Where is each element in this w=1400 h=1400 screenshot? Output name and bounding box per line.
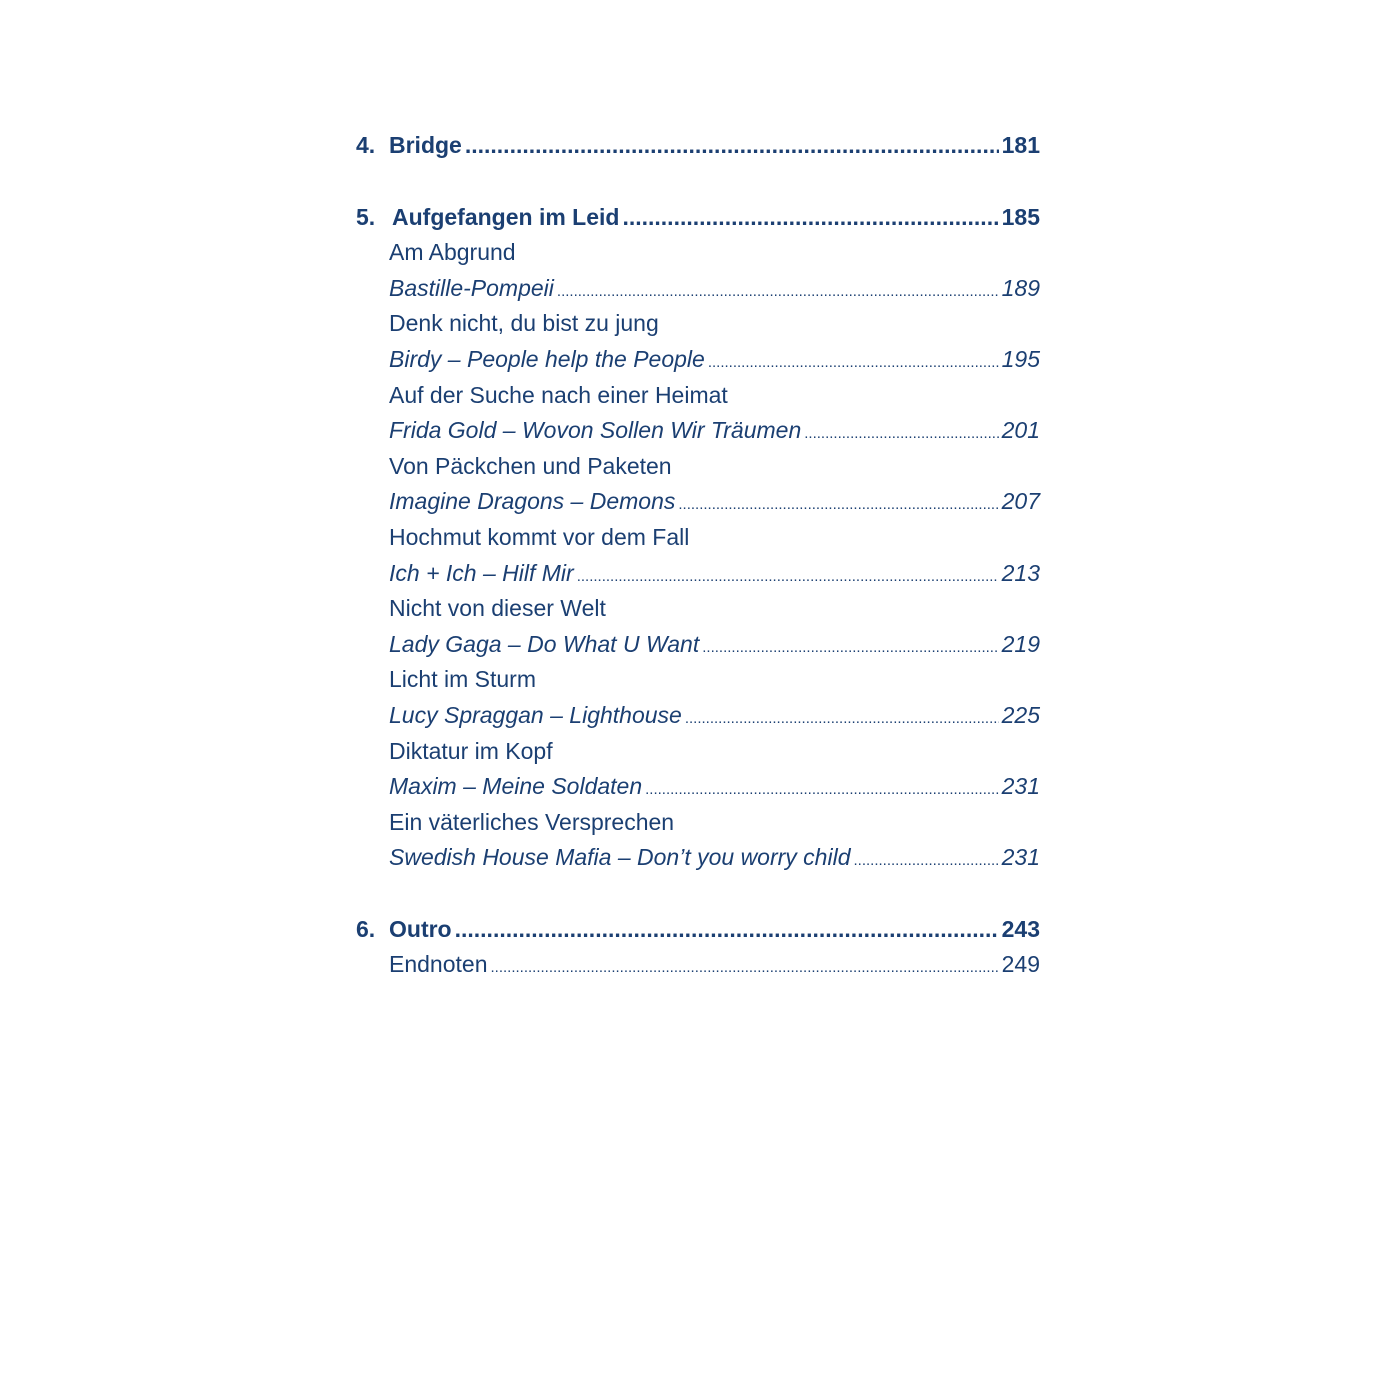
chapter-number: 6. [356, 915, 376, 942]
song-title: Imagine Dragons – Demons [389, 488, 676, 515]
page-number: 213 [1001, 559, 1040, 586]
page-number: 201 [1001, 417, 1040, 444]
song-title: Maxim – Meine Soldaten [389, 773, 643, 800]
table-of-contents [356, 128, 1040, 983]
toc-song-entry[interactable] [356, 342, 1040, 378]
page-number: 189 [1001, 274, 1040, 301]
section-title: Denk nicht, du bist zu jung [389, 310, 659, 337]
toc-chapter-outro[interactable] [356, 912, 1040, 948]
toc-song-entry[interactable] [356, 840, 1040, 876]
section-title: Diktatur im Kopf [389, 737, 553, 764]
dot-leader [804, 416, 998, 452]
entry-title: Endnoten [389, 951, 488, 978]
toc-song-entry[interactable] [356, 484, 1040, 520]
section-title: Von Päckchen und Paketen [389, 452, 672, 479]
page-number: 195 [1001, 345, 1040, 372]
song-title: Swedish House Mafia – Don’t you worry child [389, 844, 851, 871]
song-title: Lady Gaga – Do What U Want [389, 630, 700, 657]
dot-leader [702, 630, 998, 666]
dot-leader [622, 200, 998, 236]
dot-leader [557, 274, 999, 310]
section-title: Hochmut kommt vor dem Fall [389, 523, 690, 550]
chapter-title: Outro [389, 915, 452, 942]
dot-leader [577, 559, 999, 595]
toc-section [356, 734, 1040, 770]
toc-section [356, 805, 1040, 841]
dot-leader [645, 772, 999, 808]
toc-song-entry[interactable] [356, 769, 1040, 805]
chapter-number: 4. [356, 132, 376, 158]
dot-leader [465, 128, 999, 164]
toc-entry-endnoten[interactable] [356, 947, 1040, 983]
toc-section [356, 591, 1040, 627]
section-title: Nicht von dieser Welt [389, 595, 606, 622]
song-title: Lucy Spraggan – Lighthouse [389, 701, 682, 728]
chapter-title: Bridge [389, 132, 462, 158]
toc-chapter-bridge[interactable] [356, 128, 1040, 164]
toc-section [356, 378, 1040, 414]
toc-section [356, 449, 1040, 485]
toc-song-entry[interactable] [356, 271, 1040, 307]
toc-section [356, 306, 1040, 342]
dot-leader [853, 843, 998, 879]
toc-song-entry[interactable] [356, 556, 1040, 592]
toc-song-entry[interactable] [356, 698, 1040, 734]
section-title: Licht im Sturm [389, 666, 536, 693]
dot-leader [708, 345, 999, 381]
section-title: Am Abgrund [389, 239, 516, 266]
page-number: 231 [1001, 773, 1040, 800]
toc-song-entry[interactable] [356, 627, 1040, 663]
toc-song-entry[interactable] [356, 413, 1040, 449]
chapter-number: 5. [356, 203, 376, 230]
page-number: 243 [1001, 915, 1040, 942]
dot-leader [678, 487, 998, 523]
page-number: 225 [1001, 701, 1040, 728]
section-title: Auf der Suche nach einer Heimat [389, 381, 728, 408]
toc-section [356, 520, 1040, 556]
song-title: Ich + Ich – Hilf Mir [389, 559, 574, 586]
toc-section [356, 235, 1040, 271]
page-number: 231 [1001, 844, 1040, 871]
page-number: 249 [1001, 951, 1040, 978]
chapter-title: Aufgefangen im Leid [392, 203, 620, 230]
toc-chapter-aufgefangen-im-leid[interactable] [356, 200, 1040, 236]
page-number: 185 [1001, 203, 1040, 230]
toc-section [356, 662, 1040, 698]
section-title: Ein väterliches Versprechen [389, 808, 675, 835]
page-number: 219 [1001, 630, 1040, 657]
dot-leader [685, 701, 999, 737]
song-title: Frida Gold – Wovon Sollen Wir Träumen [389, 417, 802, 444]
song-title: Birdy – People help the People [389, 345, 705, 372]
dot-leader [490, 950, 998, 986]
song-title: Bastille-Pompeii [389, 274, 554, 301]
page-number: 181 [1001, 132, 1040, 158]
dot-leader [455, 912, 999, 948]
page-number: 207 [1001, 488, 1040, 515]
